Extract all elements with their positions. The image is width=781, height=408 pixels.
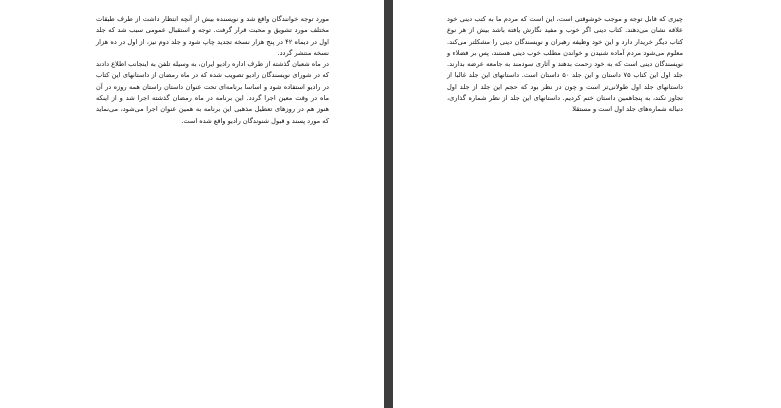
right-paragraph-1: چیزی که قابل توجه و موجب خوشوقتی است، این است که مردم ما به کتب دینی خود علاقه نشان می‌دهند. کتاب دینی اگر خوب و مفید نگارش یافته باشد بیش از هر نوع کتاب دیگر خریدار دارد و این خود وظیفه رهبران و نویسندگان دینی را مشکلتر می‌کند. معلوم می‌شود مردم آماده شنیدن و خواندن مطلب خوب دینی هستند، پس بر فضلاء و نویسندگان دینی است که به خود زحمت بدهند و آثاری سودمند به جامعه عرضه بدارند. جلد اول این کتاب ۷۵ داستان و این جلد ۵۰ داستان است. داستانهای این جلد غالبا از داستانهای جلد اول طولانی‌تر است و چون در نظر بود که حجم این جلد از جلد اول تجاوز نکند، به پنجاهمین داستان ختم کردیم. داستانهای این جلد از نظر شماره گذاری، دنباله شماره‌های جلد اول است و مستقلا: [447, 15, 683, 114]
right-page-text: [447, 14, 683, 116]
left-page-text: [96, 14, 329, 127]
page-gutter: [384, 0, 393, 408]
left-paragraph-1: مورد توجه خوانندگان واقع شد و نویسنده بیش از آنچه انتظار داشت از طرف طبقات مختلف مورد تشویق و محبت قرار گرفت. توجه و استقبال عمومی سبب شد که جلد اول در دیماه ۴۲ در پنج هزار نسخه تجدید چاپ شود و جلد دوم نیز، از اول در ده هزار نسخه منتشر گردد.: [96, 15, 329, 57]
page-right: [393, 0, 781, 408]
page-left: [0, 0, 384, 408]
left-paragraph-2: در ماه شعبان گذشته از طرف اداره رادیو ایران، به وسیله تلفن به اینجانب اطلاع دادند که در شورای نویسندگان رادیو تصویب شده که در ماه رمضان از داستانهای این کتاب در رادیو استفاده شود و اساسا برنامه‌ای تحت عنوان داستان راستان همه روزه در آن ماه در وقت معین اجرا گردد. این برنامه در ماه رمضان گذشته اجرا شد و از اینکه هنوز هم در روزهای تعطیل مذهبی این برنامه به همین عنوان اجرا می‌شود، می‌نماید که مورد پسند و قبول شنوندگان رادیو واقع شده است.: [96, 60, 329, 125]
